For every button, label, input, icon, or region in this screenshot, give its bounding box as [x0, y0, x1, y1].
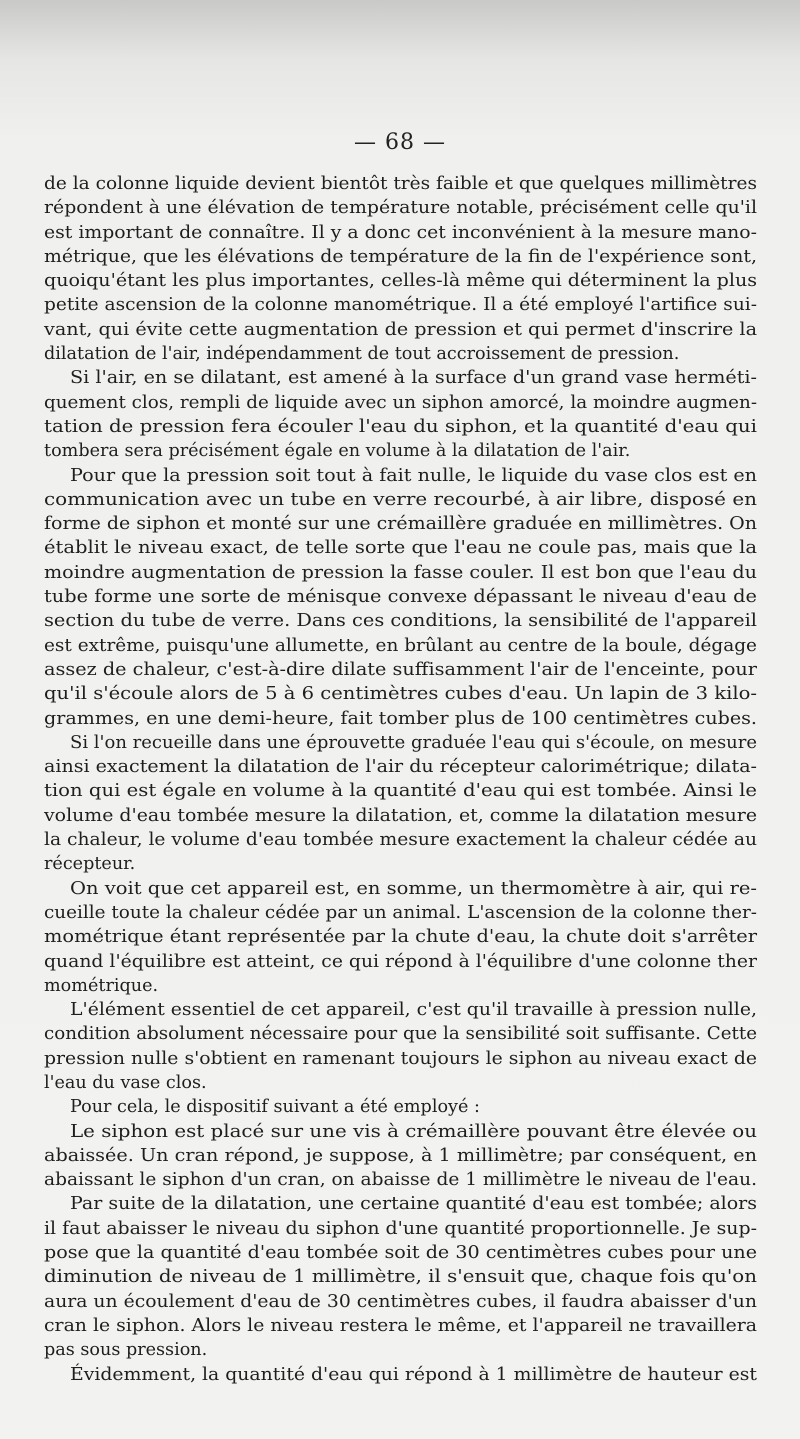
text-line: établit le niveau exact, de telle sorte que l'eau ne coule pas, mais que la [44, 538, 758, 559]
text-line: tube forme une sorte de ménisque convexe dépassant le niveau d'eau de [44, 587, 757, 608]
paragraph-start-line: Pour que la pression soit tout à fait nulle, le liquide du vase clos est en [70, 465, 758, 486]
text-line: pas sous pression. [44, 1340, 208, 1361]
text-line: petite ascension de la colonne manométrique. Il a été employé l'artifice sui- [44, 295, 757, 316]
text-line: cran le siphon. Alors le niveau restera le même, et l'appareil ne travaillera [44, 1315, 758, 1336]
paragraph-start-line: Si l'air, en se dilatant, est amené à la surface d'un grand vase herméti- [70, 368, 758, 389]
text-line: tation de pression fera écouler l'eau du siphon, et la quantité d'eau qui [44, 416, 757, 437]
text-line: la chaleur, le volume d'eau tombée mesure exactement la chaleur cédée au [44, 830, 757, 851]
text-line: quand l'équilibre est atteint, ce qui répond à l'équilibre d'une colonne ther [44, 951, 758, 972]
text-line: aura un écoulement d'eau de 30 centimètres cubes, il faudra abaisser d'un [44, 1291, 757, 1312]
paragraph-start-line: L'élément essentiel de cet appareil, c'est qu'il travaille à pression nulle, [70, 1000, 757, 1021]
text-line: est important de connaître. Il y a donc cet inconvénient à la mesure mano- [44, 222, 758, 243]
text-line: dilatation de l'air, indépendamment de tout accroissement de pression. [44, 344, 680, 365]
text-line: quement clos, rempli de liquide avec un siphon amorcé, la moindre augmen- [44, 392, 758, 413]
text-line: assez de chaleur, c'est-à-dire dilate suffisamment l'air de l'enceinte, pour [44, 659, 757, 680]
text-line: qu'il s'écoule alors de 5 à 6 centimètres cubes d'eau. Un lapin de 3 kilo- [44, 684, 758, 705]
text-line: quoiqu'étant les plus importantes, celles-là même qui déterminent la plus [44, 271, 758, 292]
text-line: de la colonne liquide devient bientôt très faible et que quelques millimètres [44, 174, 757, 194]
text-line: récepteur. [44, 854, 136, 875]
text-line: répondent à une élévation de température notable, précisément celle qu'il [44, 198, 758, 219]
text-line: section du tube de verre. Dans ces conditions, la sensibilité de l'appareil [44, 611, 757, 632]
paragraph-start-line: Par suite de la dilatation, une certaine quantité d'eau est tombée; alors [70, 1194, 758, 1215]
text-line: cueille toute la chaleur cédée par un animal. L'ascension de la colonne ther- [44, 902, 758, 923]
page-number: — 68 — [354, 130, 446, 155]
text-line: grammes, en une demi-heure, fait tomber plus de 100 centimètres cubes. [44, 708, 758, 729]
text-line: pression nulle s'obtient en ramenant toujours le siphon au niveau exact de [44, 1048, 758, 1069]
text-line: communication avec un tube en verre recourbé, à air libre, disposé en [44, 489, 758, 510]
text-line: diminution de niveau de 1 millimètre, il s'ensuit que, chaque fois qu'on [44, 1267, 757, 1288]
paragraph-start-line: On voit que cet appareil est, en somme, un thermomètre à air, qui re- [70, 878, 758, 899]
text-line: volume d'eau tombée mesure la dilatation, et, comme la dilatation mesure [44, 805, 758, 826]
text-line: condition absolument nécessaire pour que la sensibilité soit suffisante. Cette [44, 1024, 758, 1045]
text-line: tombera sera précisément égale en volume à la dilatation de l'air. [44, 441, 631, 462]
text-line: il faut abaisser le niveau du siphon d'une quantité proportionnelle. Je sup- [44, 1218, 757, 1239]
text-line: forme de siphon et monté sur une crémaillère graduée en millimètres. On [44, 514, 757, 535]
body-text [44, 172, 757, 1387]
text-line: est extrême, puisqu'une allumette, en brûlant au centre de la boule, dégage [44, 635, 757, 656]
text-line: pose que la quantité d'eau tombée soit de 30 centimètres cubes pour une [44, 1243, 758, 1264]
text-line: moindre augmentation de pression la fasse couler. Il est bon que l'eau du [44, 562, 757, 583]
paragraph-start-line: Pour cela, le dispositif suivant a été employé : [70, 1097, 480, 1118]
text-line: ainsi exactement la dilatation de l'air du récepteur calorimétrique; dilata- [44, 757, 757, 778]
text-line: abaissée. Un cran répond, je suppose, à 1 millimètre; par conséquent, en [44, 1145, 757, 1166]
text-line: vant, qui évite cette augmentation de pression et qui permet d'inscrire la [44, 319, 758, 340]
paragraph-start-line: Si l'on recueille dans une éprouvette graduée l'eau qui s'écoule, on mesure [70, 732, 758, 753]
text-line: mométrique. [44, 975, 159, 996]
paragraph-start-line: Le siphon est placé sur une vis à crémaillère pouvant être élevée ou [70, 1121, 758, 1142]
text-line: tion qui est égale en volume à la quantité d'eau qui est tombée. Ainsi le [44, 781, 757, 802]
text-line: mométrique étant représentée par la chute d'eau, la chute doit s'arrêter [44, 927, 757, 948]
text-line: abaissant le siphon d'un cran, on abaisse de 1 millimètre le niveau de l'eau. [44, 1170, 757, 1191]
text-line: l'eau du vase clos. [44, 1072, 207, 1093]
paragraph-start-line: Évidemment, la quantité d'eau qui répond à 1 millimètre de hauteur est [70, 1364, 757, 1385]
text-line: métrique, que les élévations de température de la fin de l'expérience sont, [44, 246, 757, 267]
